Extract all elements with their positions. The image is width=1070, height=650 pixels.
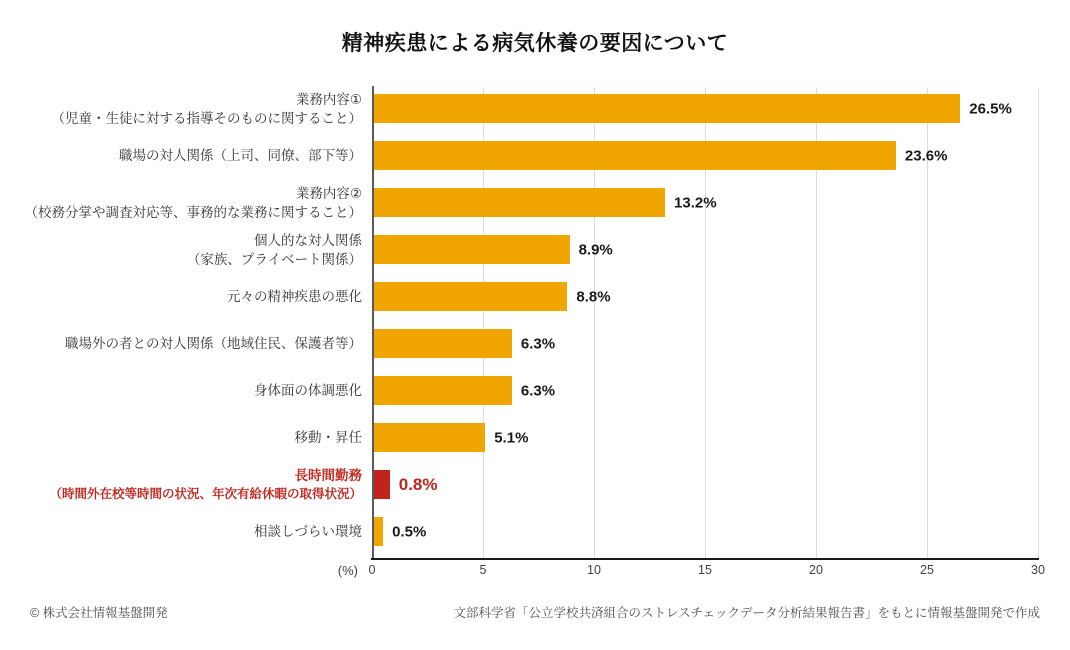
category-label (25, 184, 363, 222)
x-tick-label: 30 (1031, 563, 1045, 577)
x-tick-label: 25 (920, 563, 934, 577)
x-tick-label: 15 (698, 563, 712, 577)
value-label: 0.5% (392, 523, 427, 540)
x-axis-line (371, 558, 1039, 560)
source-text: 文部科学省「公立学校共済組合のストレスチェックデータ分析結果報告書」をもとに情報基盤開発で作成 (453, 606, 1040, 620)
category-label (52, 90, 363, 128)
category-label (49, 466, 362, 504)
category-label-line: （時間外在校等時間の状況、年次有給休暇の取得状況） (49, 486, 362, 501)
category-label-line: 職場外の者との対人関係（地域住民、保護者等） (65, 336, 362, 351)
bar (372, 282, 567, 311)
category-label-line: 長時間勤務 (294, 467, 362, 483)
category-label (119, 146, 362, 165)
x-tick-label: 0 (368, 563, 376, 577)
chart-title: 精神疾患による病気休養の要因について (341, 32, 729, 55)
gridline (1038, 88, 1039, 558)
category-label-line: 業務内容② (295, 185, 362, 201)
x-tick-label: 5 (479, 563, 487, 577)
category-label-line: 相談しづらい環境 (254, 524, 362, 539)
value-label: 8.8% (576, 288, 611, 305)
category-label-line: （校務分掌や調査対応等、事務的な業務に関すること） (24, 204, 362, 220)
category-label-line: 個人的な対人関係 (254, 232, 362, 248)
category-label-line: （児童・生徒に対する指導そのものに関すること） (51, 110, 362, 126)
bar (372, 329, 512, 358)
category-label (254, 381, 362, 400)
value-label: 0.8% (398, 474, 438, 494)
bar (372, 94, 960, 123)
bar (372, 188, 665, 217)
bar (372, 141, 896, 170)
bar (372, 235, 570, 264)
value-label: 6.3% (520, 382, 556, 399)
bar (372, 376, 512, 405)
value-label: 13.2% (674, 194, 717, 211)
category-label-line: 移動・昇任 (294, 430, 362, 445)
category-label (65, 334, 362, 353)
category-label-line: （家族、プライベート関係） (186, 251, 362, 267)
category-label-line: 職場の対人関係（上司、同僚、部下等） (119, 148, 362, 163)
value-label: 26.5% (969, 100, 1012, 117)
value-label: 8.9% (578, 241, 613, 258)
category-label (254, 522, 362, 541)
category-label (295, 428, 363, 447)
x-tick-label: 20 (809, 563, 823, 577)
category-label-line: 業務内容① (295, 91, 362, 107)
copyright-text: © 株式会社情報基盤開発 (30, 606, 168, 620)
value-label: 23.6% (904, 147, 948, 164)
y-axis-line (372, 86, 374, 558)
bar-highlighted (372, 470, 390, 499)
category-label (227, 287, 362, 306)
value-label: 5.1% (494, 429, 529, 446)
category-label-line: 身体面の体調悪化 (254, 383, 362, 398)
category-label-line: 元々の精神疾患の悪化 (227, 289, 362, 304)
x-axis-unit-label: (%) (337, 563, 358, 578)
value-label: 6.3% (520, 335, 556, 352)
x-tick-label: 10 (587, 563, 601, 577)
category-label (187, 231, 362, 269)
bar (372, 423, 485, 452)
